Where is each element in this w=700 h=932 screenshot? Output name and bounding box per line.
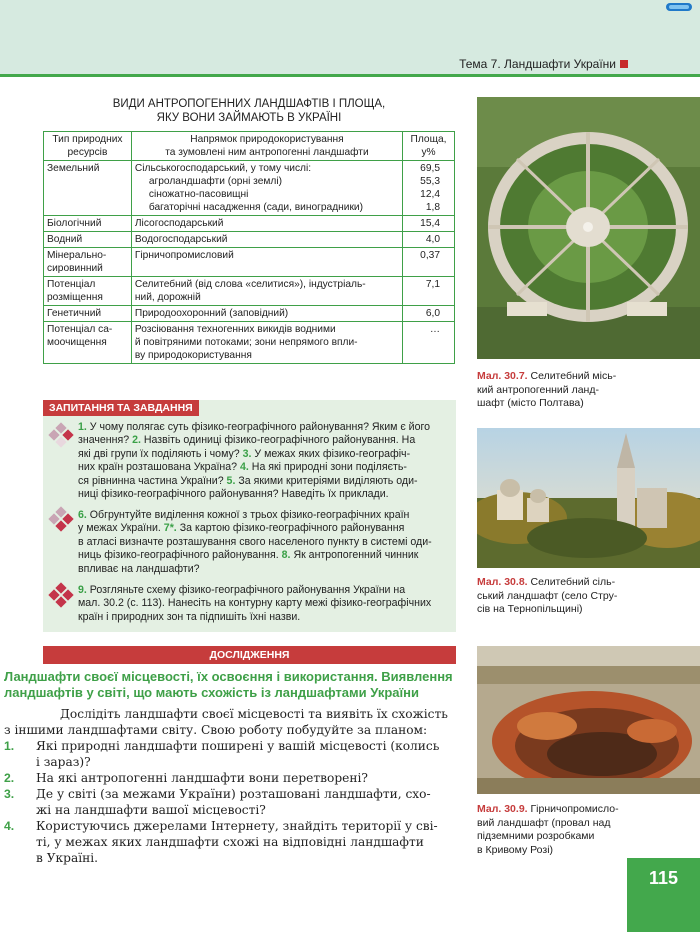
- photo-strusiv-village: [477, 428, 700, 568]
- table-row: Генетичний Природоохоронний (заповідний) 6,0: [44, 306, 455, 322]
- table-row: Потенціал са- моочищення Розсіювання техногенних викидів водними й повітряними потоками; зони непрямого впли- ву природокористування …: [44, 322, 455, 364]
- column-header-area: Площа, у%: [403, 132, 455, 161]
- table-row: Мінерально- сировинний Гірничопромисловий 0,37: [44, 248, 455, 277]
- column-header-resources: Тип природних ресурсів: [44, 132, 132, 161]
- research-intro-continued: з іншими ландшафтами світу. Свою роботу побудуйте за планом:: [4, 723, 428, 737]
- list-item: 2. На які антропогенні ландшафти вони перетворені?: [4, 771, 368, 785]
- landscape-table: [43, 131, 455, 364]
- questions-group-3: 9. Розгляньте схему фізико-географічного районування України на мал. 30.2 (с. 113). Нанесіть на контурну карту межі фізико-географічних країн і природних зон та підпишіть їхні назви.: [78, 584, 432, 623]
- level-1-diamond-icon: [50, 424, 72, 444]
- research-plan-list: [4, 738, 459, 866]
- table-row: Водний Водогосподарський 4,0: [44, 232, 455, 248]
- research-intro: Дослідіть ландшафти своєї місцевості та виявіть їх схожість: [60, 707, 448, 721]
- photo-poltava-aerial: [477, 97, 700, 359]
- questions-group-1: 1. У чому полягає суть фізико-географічного районування? Яким є його значення? 2. Назвіть одиниці фізико-географічного районування. На які дві групи їх поділяють і чому? 3. У межах яких фізико-географіч- них країн розташована Україна? 4. На які природні зони поділяєть- ся рівнинна частина України? 5. За якими критеріями виділяють оди- ниці фізико-географічного районування? Наведіть їх приклади.: [78, 421, 431, 501]
- caption-figure-30-8: Мал. 30.8. Селитебний сіль- ський ландшафт (село Стру- сів на Тернопільщині): [477, 576, 618, 615]
- photo-kryvyi-rih-pit: [477, 646, 700, 794]
- table-title: ВИДИ АНТРОПОГЕННИХ ЛАНДШАФТІВ І ПЛОЩА, ЯКУ ВОНИ ЗАЙМАЮТЬ В УКРАЇНІ: [112, 98, 386, 124]
- column-header-direction: Напрямок природокористування та зумовлені ним антропогенні ландшафти: [131, 132, 402, 161]
- questions-header: ЗАПИТАННЯ ТА ЗАВДАННЯ: [43, 400, 199, 416]
- questions-group-2: 6. Обгрунтуйте виділення кожної з трьох фізико-географічних країн у межах України. 7*. За картою фізико-географічного районування в атласі визначте розташування свого населеного пункту в системі оди- ниць фізико-географічного районування. 8. Як антропогенний чинник впливає на ландшафти?: [78, 509, 432, 575]
- research-header: ДОСЛІДЖЕННЯ: [43, 646, 456, 664]
- level-3-diamond-icon: [50, 584, 72, 604]
- caption-figure-30-9: Мал. 30.9. Гірничопромисло- вий ландшафт (провал над підземними розробками в Кривому Розі): [477, 803, 619, 856]
- table-header-row: [44, 132, 455, 161]
- table-row: Потенціал розміщення Селитебний (від слова «селитися»), індустріаль- ний, дорожній 7,1: [44, 277, 455, 306]
- research-title: Ландшафти своєї місцевості, їх освоєння і використання. Виявлення ландшафтів у світі, що мають схожість із ландшафтами України: [4, 669, 453, 700]
- list-item: 1. Які природні ландшафти поширені у вашій місцевості (колись і зараз)?: [4, 739, 440, 769]
- list-item: 4. Користуючись джерелами Інтернету, знайдіть території у сві- ті, у межах яких ландшафти схожі на відповідні ландшафти в Україні.: [4, 819, 438, 865]
- caption-figure-30-7: Мал. 30.7. Селитебний місь- кий антропогенний ланд- шафт (місто Полтава): [477, 370, 617, 409]
- publisher-logo-icon: [666, 3, 692, 11]
- page-number: 115: [627, 858, 700, 932]
- level-2-diamond-icon: [50, 508, 72, 528]
- topic-title: Тема 7. Ландшафти України: [459, 57, 616, 71]
- header-rule: [0, 74, 700, 77]
- table-row: Земельний Сільськогосподарський, у тому числі: агроландшафти (орні землі) сіножатно-пасовищні багаторічні насадження (сади, виноградники) 69,5 55,3 12,4 1,8: [44, 161, 455, 216]
- table-row: Біологічний Лісогосподарський 15,4: [44, 216, 455, 232]
- list-item: 3. Де у світі (за межами України) розташовані ландшафти, схо- жі на ландшафти вашої місцевості?: [4, 787, 431, 817]
- topic-marker-icon: [620, 60, 628, 68]
